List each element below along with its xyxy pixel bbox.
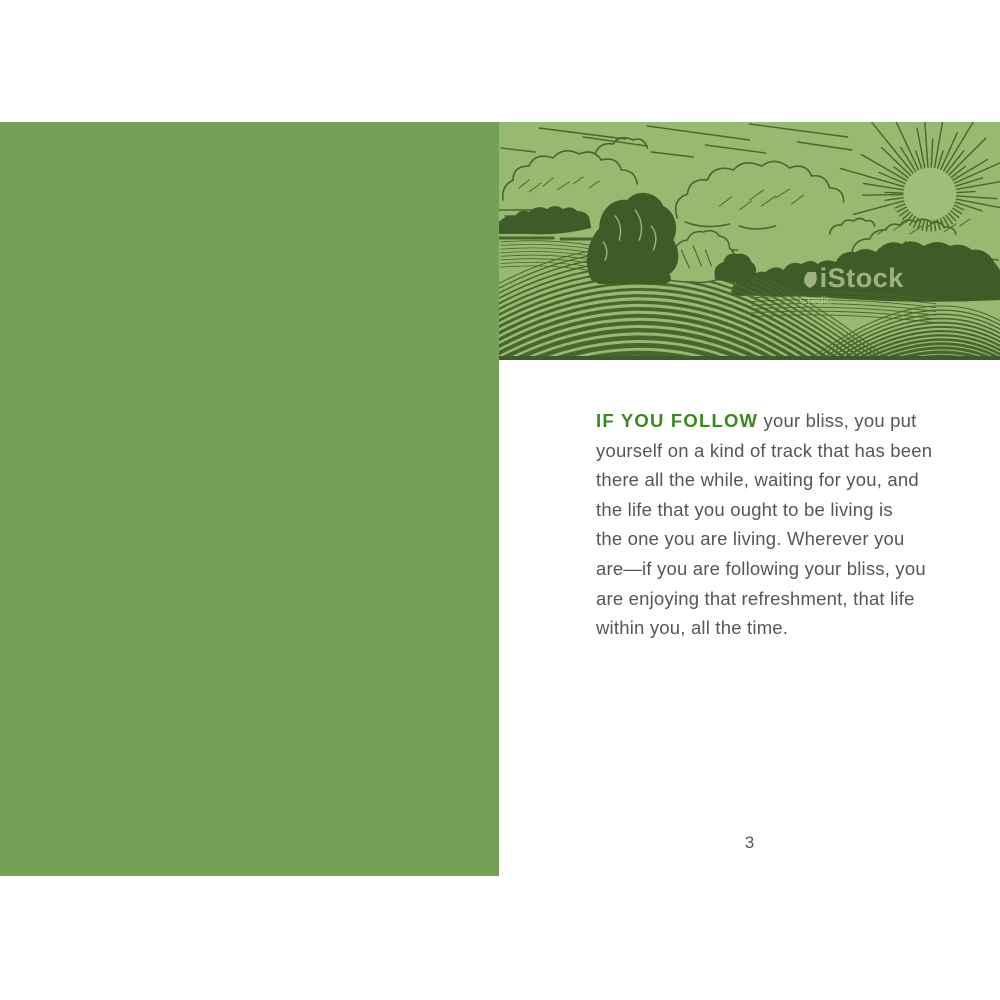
right-page	[499, 122, 1000, 1000]
paragraph-line: the life that you ought to be living is	[596, 498, 893, 520]
quote-paragraph	[596, 406, 1000, 643]
paragraph-line: are—if you are following your bliss, you	[596, 557, 926, 579]
paragraph-line: there all the while, waiting for you, and	[596, 469, 919, 491]
paragraph-line: yourself on a kind of track that has been	[596, 439, 933, 461]
paragraph-line	[596, 406, 1000, 436]
watermark-logo-text: iStock	[819, 263, 904, 293]
paragraph-text: your bliss, you put	[758, 410, 917, 431]
paragraph-line: the one you are living. Wherever you	[596, 528, 905, 550]
paragraph-line: are enjoying that refreshment, that life	[596, 587, 915, 609]
illustration-bottom-edge	[499, 356, 1000, 360]
lead-in-text: IF YOU FOLLOW	[596, 410, 759, 431]
page-number: 3	[744, 833, 755, 852]
watermark-credit-text: Credit:	[799, 295, 833, 307]
paragraph-line: within you, all the time.	[596, 617, 789, 639]
landscape-illustration	[499, 122, 1000, 360]
sun-disc	[904, 168, 956, 220]
left-page	[0, 122, 499, 876]
